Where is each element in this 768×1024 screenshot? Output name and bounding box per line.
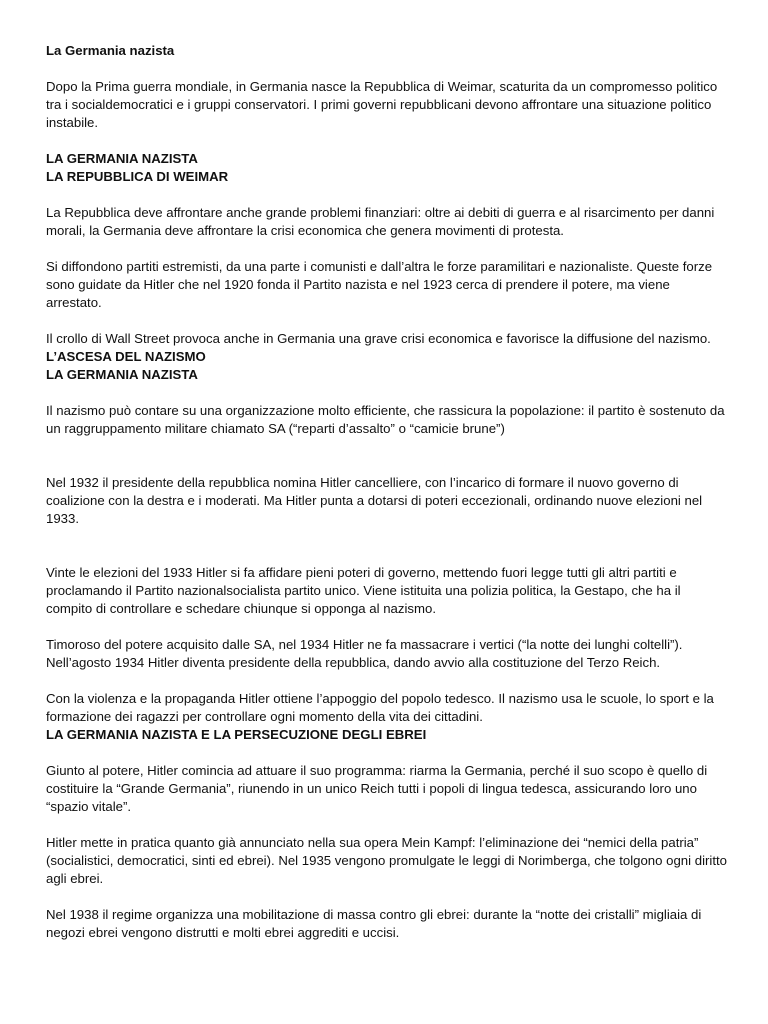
paragraph: Vinte le elezioni del 1933 Hitler si fa affidare pieni poteri di governo, mettendo fuori legge tutti gli altri partiti e proclamando il Partito nazionalsocialista partito unico. Viene istituita una polizia politica, la Gestapo, che ha il compito di controllare e schedare chiunque si opponga al nazismo.	[46, 565, 681, 616]
paragraph: Il nazismo può contare su una organizzazione molto efficiente, che rassicura la popolazione: il partito è sostenuto da un raggruppamento militare chiamato SA (“reparti d’assalto” o “camicie brune”)	[46, 403, 725, 436]
paragraph: La Repubblica deve affrontare anche grande problemi finanziari: oltre ai debiti di guerra e al risarcimento per danni morali, la Germania deve affrontare la crisi economica che genera movimenti di protesta.	[46, 205, 715, 238]
intro-paragraph: Dopo la Prima guerra mondiale, in Germania nasce la Repubblica di Weimar, scaturita da un compromesso politico tra i socialdemocratici e i gruppi conservatori. I primi governi repubblicani devono affrontare una situazione politico instabile.	[46, 79, 718, 130]
heading-line: LA GERMANIA NAZISTA	[46, 151, 198, 166]
heading-line: L’ASCESA DEL NAZISMO	[46, 349, 206, 364]
section-heading-persecuzione	[46, 726, 728, 744]
heading-line: LA GERMANIA NAZISTA E LA PERSECUZIONE DEGLI EBREI	[46, 727, 427, 742]
paragraph: Timoroso del potere acquisito dalle SA, nel 1934 Hitler ne fa massacrare i vertici (“la notte dei lunghi coltelli”). Nell’agosto 1934 Hitler diventa presidente della repubblica, dando avvio alla costituzione del Terzo Reich.	[46, 637, 683, 670]
paragraph: Nel 1938 il regime organizza una mobilitazione di massa contro gli ebrei: durante la “notte dei cristalli” migliaia di negozi ebrei vengono distrutti e molti ebrei aggrediti e uccisi.	[46, 907, 702, 940]
document-title: La Germania nazista	[46, 43, 175, 58]
paragraph: Giunto al potere, Hitler comincia ad attuare il suo programma: riarma la Germania, perché il suo scopo è quello di costituire la “Grande Germania”, riunendo in un unico Reich tutti i popoli di lingua tedesca, assicurando loro uno “spazio vitale”.	[46, 763, 708, 814]
heading-line: LA GERMANIA NAZISTA	[46, 367, 198, 382]
paragraph: Hitler mette in pratica quanto già annunciato nella sua opera Mein Kampf: l’eliminazione dei “nemici della patria” (socialistici, democratici, sinti ed ebrei). Nel 1935 vengono promulgate le leggi di Norimberga, che tolgono ogni diritto agli ebrei.	[46, 835, 727, 886]
paragraph: Nel 1932 il presidente della repubblica nomina Hitler cancelliere, con l’incarico di formare il nuovo governo di coalizione con la destra e i moderati. Ma Hitler punta a dotarsi di poteri eccezionali, ordinando nuove elezioni nel 1933.	[46, 475, 703, 526]
paragraph: Si diffondono partiti estremisti, da una parte i comunisti e dall’altra le forze paramilitari e nazionaliste. Queste forze sono guidate da Hitler che nel 1920 fonda il Partito nazista e nel 1923 cerca di prendere il potere, ma viene arrestato.	[46, 259, 713, 310]
paragraph: Il crollo di Wall Street provoca anche in Germania una grave crisi economica e favorisce la diffusione del nazismo.	[46, 331, 711, 346]
section-heading-weimar	[46, 150, 728, 186]
section-heading-ascesa	[46, 348, 728, 384]
heading-line: LA REPUBBLICA DI WEIMAR	[46, 169, 229, 184]
paragraph: Con la violenza e la propaganda Hitler ottiene l’appoggio del popolo tedesco. Il nazismo usa le scuole, lo sport e la formazione dei ragazzi per controllare ogni momento della vita dei cittadini.	[46, 691, 714, 724]
